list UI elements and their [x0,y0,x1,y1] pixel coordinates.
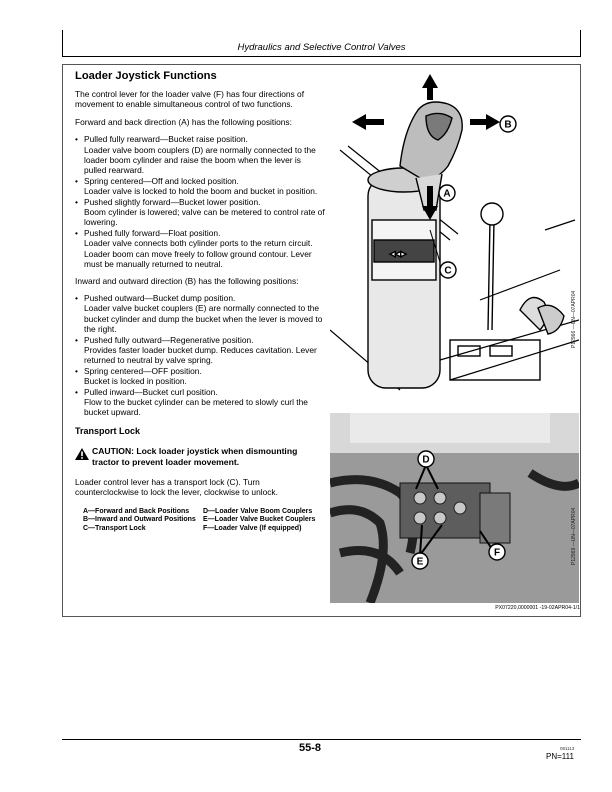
caution-notice [75,446,325,467]
callout-c: C [444,265,452,277]
svg-text:◀◀▶: ◀◀▶ [390,251,407,258]
list-item: • Pushed fully outward—Regenerative position. Provides faster loader bucket dump. Reduces cavitation. Lever returned to neutral by valve spring. [75,335,325,366]
legend-item: B—Inward and Outward Positions [83,516,196,524]
callout-f: F [493,547,501,559]
figure-1-code: P12966 —UN—07APR04 [571,290,577,348]
list-item: • Pulled inward—Bucket curl position. Flow to the bucket cylinder can be metered to slowly curl the bucket upward. [75,387,325,418]
list-item: • Pushed slightly forward—Bucket lower position. Boom cylinder is lowered; valve can be metered to control rate of lowering. [75,197,325,228]
figure-2-code: P12969 —UN—07APR04 [571,507,577,565]
callout-d: D [422,454,430,466]
in-out-intro: Inward and outward direction (B) has the following positions: [75,275,299,286]
reference-code: PX07220,0000001 -19-02APR04-1/1 [495,605,580,611]
valve-photo [330,413,579,603]
callout-e: E [416,556,424,568]
forward-back-intro: Forward and back direction (A) has the following positions: [75,116,292,127]
transport-lock-text: Loader control lever has a transport lock (C). Turn counterclockwise to lock the lever, clockwise to unlock. [75,477,278,498]
header-divider [62,56,581,57]
legend-item: A—Forward and Back Positions [83,507,190,515]
caution-text: CAUTION: Lock loader joystick when dismounting tractor to prevent loader movement. [92,446,298,467]
legend-item: C—Transport Lock [83,524,146,532]
transport-lock-heading: Transport Lock [75,425,141,436]
legend-item: D—Loader Valve Boom Couplers [203,507,313,515]
list-item: • Pulled fully rearward—Bucket raise position. Loader valve boom couplers (D) are normally connected to the loader boom cylinder and raise the boom when the lever is pulled rearward. [75,134,325,176]
figure-legend [83,508,325,534]
callout-b: B [504,119,512,131]
list-item: • Pushed fully forward—Float position. Loader valve connects both cylinder ports to the return circuit. Loader boom can move freely to follow ground contour. Lever must be manually returned to neutral. [75,228,325,270]
warning-icon [75,448,89,460]
list-item: • Spring centered—Off and locked position. Loader valve is locked to hold the boom and bucket in position. [75,176,325,197]
list-item: • Spring centered—OFF position. Bucket is locked in position. [75,366,325,387]
print-code: 081113 [560,746,575,751]
running-header: Hydraulics and Selective Control Valves [237,42,406,53]
joystick-figure [330,70,579,412]
text-column [75,70,325,533]
legend-item: E—Loader Valve Bucket Couplers [203,516,316,524]
section-title: Loader Joystick Functions [75,70,217,82]
footer-divider [62,739,581,740]
forward-back-list [75,134,325,269]
legend-item: F—Loader Valve (If equipped) [203,524,302,532]
callout-a: A [443,188,451,200]
page-number: 55-8 [298,742,322,754]
pn-number: PN=111 [546,752,574,761]
intro-paragraph: The control lever for the loader valve (F) has four directions of movement to enable simultaneous control of two functions. [75,89,305,110]
list-item: • Pushed outward—Bucket dump position. Loader valve bucket couplers (E) are normally connected to the bucket cylinder and dump the bucket when the lever is moved to the right. [75,293,325,335]
in-out-list [75,293,325,418]
